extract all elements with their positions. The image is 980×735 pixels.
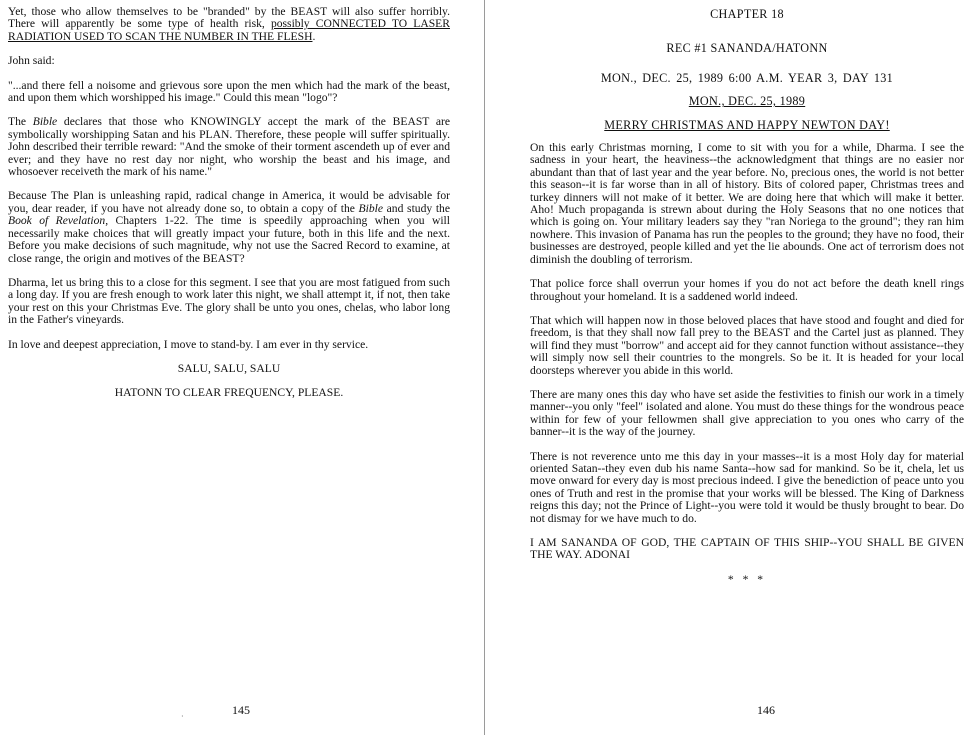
left-page [0,0,484,735]
right-page [485,0,980,735]
left-paragraph-1 [8,6,450,43]
page-speck: · [181,712,184,721]
left-paragraph-1-text: Yet, those who allow themselves to be "branded" by the BEAST will also suffer horribly. There will apparently be some type of health risk, [8,5,450,31]
left-paragraph-7: In love and deepest appreciation, I move to stand-by. I am ever in thy service. [8,337,369,351]
left-paragraph-1-end: . [312,29,316,43]
right-paragraph-6: I AM SANANDA OF GOD, THE CAPTAIN OF THIS SHIP--YOU SHALL BE GIVEN THE WAY. ADONAI [530,536,964,562]
text-run: declares that those who KNOWINGLY accept the mark of the BEAST are symbolically worshipping Satan and his PLAN. Therefore, these people will suffer spiritually. John described their terrible reward: "And the smoke of their torment ascendeth up of ever and ever; and they have no rest day nor night, who worship the beast and his image, and whosoever receiveth the mark of his name." [8,115,450,179]
closing-line: HATONN TO CLEAR FREQUENCY, PLEASE. [114,386,344,400]
left-paragraph-6: Dharma, let us bring this to a close for this segment. I see that you are most fatigued from such a long day. If you are fresh enough to work later this night, we shall attempt it, if not, then take your rest on this your Christmas Eve. The glory shall be unto you ones, chelas, who labor long in the Father's vineyards. [8,275,450,327]
italic-title: Book of Revelation [8,214,106,228]
right-page-text [530,8,964,598]
right-paragraph-1: On this early Christmas morning, I come to sit with you for a while, Dharma. I see the sadness in your heart, the heaviness--the acknowledgment that things are no easier nor abundant than that of last year and the year before. No, precious ones, the world is not better this season--it is far worse than in all of history. Bits of colored paper, Christmas trees and turkey dinners will not make of it better. We are doing here that which will make it better. Aho! Much propaganda is strewn about during the Holy Seasons that no one notices that which is going on. Your military leaders say they "ran Noriega to the ground"; they ran him nowhere. This invasion of Panama has run the peoples to the ground; they have no food, their businesses are destroyed, people killed and yet the lie abounds. One act of terrorism does not diminish the doubling of terrorism. [530,141,964,266]
date-heading: MON., DEC. 25, 1989 [688,94,806,109]
right-paragraph-3: That which will happen now in those beloved places that have stood and fought and died for freedom, is that they shall now fall prey to the BEAST and the Cartel just as planned. They will find they must "borrow" and accept aid for they cannot function without assistance--they will simply now sell their countries to the mongrels. So be it. It is headed for your local doorsteps wherever you abide in this world. [530,313,964,377]
text-run: , Chapters 1-22. The time is speedily approaching when you will necessarily make choices that will greatly impact your future, both in this life and the next. Before you make decisions of such magnitude, why not use the Sacred Record to examine, at close range, the origin and motives of the BEAST? [8,214,450,265]
underlined-phrase: possibly CONNECTED TO LASER RADIATION USED TO SCAN THE NUMBER IN THE FLESH [8,17,450,43]
left-paragraph-5 [8,190,450,264]
greeting-heading: MERRY CHRISTMAS AND HAPPY NEWTON DAY! [604,117,890,132]
italic-title: Bible [358,201,384,215]
section-stars: * * * [727,572,767,586]
left-page-text [8,6,450,412]
right-paragraph-4: There are many ones this day who have set aside the festivities to finish our work in a timely manner--you only "feel" isolated and alone. You must do these things for the wondrous peace within for few of your fellowmen shall give appreciation to you ones who carry of the banner--it is the way of the journey. [530,387,964,439]
left-paragraph-3: "...and there fell a noisome and grievous sore upon the men which had the mark of the beast, and upon them which worshipped his image." Could this mean "logo"? [8,78,450,105]
page-number-left: 145 [232,703,250,717]
salu-line: SALU, SALU, SALU [177,361,281,375]
text-run: Because The Plan is unleashing rapid, radical change in America, it would be advisable for you, dear reader, if you have not already done so, to obtain a copy of the [8,189,450,215]
right-paragraph-5: There is not reverence unto me this day in your masses--it is a most Holy day for material oriented Satan--they even dub his name Santa--how sad for mankind. So be it, chela, let us move onward for every day is most precious indeed. I give the benediction of peace unto you ones of Truth and rest in the promise that your works will be blessed. The King of Darkness reigns this day; not the Prince of Light--you were told it would be thusly brought to bear. Do not dismay for we have much to do. [530,449,964,525]
text-run: The [8,115,33,129]
italic-title: Bible [32,115,58,129]
page-number-right: 146 [757,703,775,717]
rec-heading: REC #1 SANANDA/HATONN [666,41,828,56]
right-paragraph-2: That police force shall overrun your homes if you do not act before the death knell rings throughout your homeland. It is a saddened world indeed. [530,277,964,303]
dateline: MON., DEC. 25, 1989 6:00 A.M. YEAR 3, DAY 131 [600,70,894,85]
left-paragraph-2: John said: [8,54,55,68]
text-run: and study the [383,201,450,215]
left-paragraph-4 [8,116,450,178]
chapter-heading: CHAPTER 18 [710,7,784,21]
